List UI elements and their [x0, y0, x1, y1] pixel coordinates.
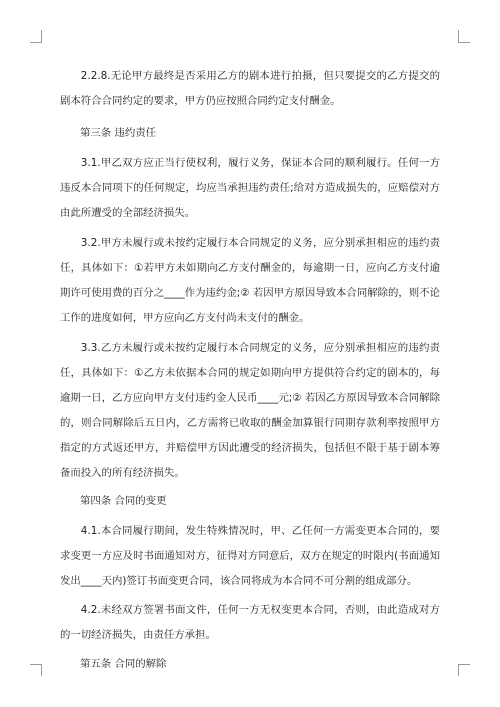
document-body — [60, 64, 440, 677]
section-heading-5: 第五条 合同的解除 — [80, 658, 167, 670]
paragraph-4-1: 4.1.本合同履行期间，发生特殊情况时，甲、乙任何一方需变更本合同的，要求变更一方应及时书面通知对方，征得对方同意后，双方在规定的时限内(书面通知发出____天内)签订书面变更合同，该合同将成为本合同不可分割的组成部分。 — [60, 525, 440, 587]
crop-mark-top-right-h — [458, 42, 470, 43]
crop-mark-bottom-right-v — [458, 664, 459, 676]
paragraph-2-2-8: 2.2.8.无论甲方最终是否采用乙方的剧本进行拍摄，但只要提交的乙方提交的剧本符合合同约定的要求，甲方仍应按照合同约定支付酬金。 — [60, 70, 440, 107]
paragraph-3-1: 3.1.甲乙双方应正当行使权利，履行义务，保证本合同的顺利履行。任何一方违反本合同项下的任何规定，均应当承担违约责任;给对方造成损失的，应赔偿对方由此所遭受的全部经济损失。 — [60, 157, 440, 219]
crop-mark-top-left-h — [30, 42, 42, 43]
crop-mark-bottom-right-h — [458, 664, 470, 665]
section-heading-3: 第三条 违约责任 — [80, 127, 157, 139]
paragraph-4-2: 4.2.未经双方签署书面文件，任何一方无权变更本合同，否则，由此造成对方的一切经济损失，由责任方承担。 — [60, 604, 440, 641]
paragraph-3-2: 3.2.甲方未履行或未按约定履行本合同规定的义务，应分别承担相应的违约责任，具体如下：①若甲方未如期向乙方支付酬金的，每逾期一日，应向乙方支付逾期许可使用费的百分之____作为违约金;② 若因甲方原因导致本合同解除的，则不论工作的进度如何，甲方应向乙方支付尚未支付的酬金。 — [60, 237, 440, 324]
crop-mark-bottom-left-v — [41, 664, 42, 676]
crop-mark-top-right-v — [458, 30, 459, 42]
crop-mark-top-left-v — [41, 30, 42, 42]
section-heading-4: 第四条 合同的变更 — [80, 495, 167, 507]
paragraph-3-3: 3.3.乙方未履行或未按约定履行本合同规定的义务，应分别承担相应的违约责任，具体如下：①乙方未依据本合同的规定如期向甲方提供符合约定的剧本的，每逾期一日，乙方应向甲方支付违约金人民币____元;② 若因乙方原因导致本合同解除的，则合同解除后五日内，乙方需将已收取的酬金加算银行同期存款利率按照甲方指定的方式返还甲方，并赔偿甲方因此遭受的经济损失，包括但不限于基于剧本筹备而投入的所有经济损失。 — [60, 342, 440, 479]
